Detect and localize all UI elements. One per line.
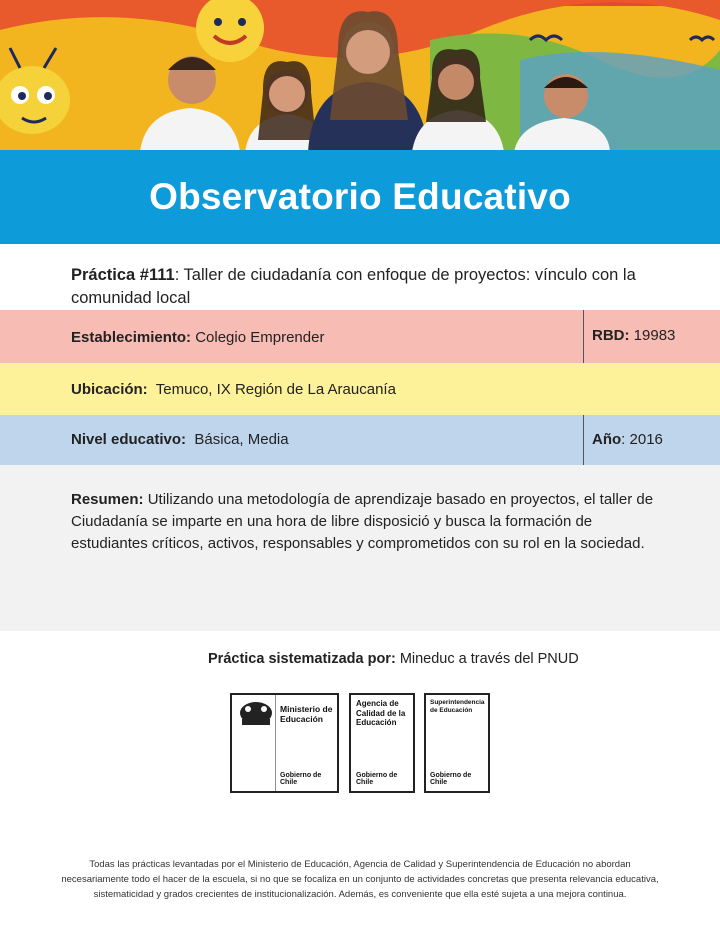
anio-value: : 2016	[621, 431, 663, 448]
ubicacion-row	[0, 363, 720, 415]
practice-title-row	[0, 244, 720, 310]
logo-1-line2: Educación	[280, 714, 323, 724]
ubicacion-label: Ubicación:	[71, 381, 148, 398]
logo-2-line1: Agencia de	[356, 699, 399, 708]
rbd-value: 19983	[633, 327, 676, 344]
establecimiento-value: Colegio Emprender	[195, 329, 325, 346]
agencia-calidad-logo	[349, 693, 415, 793]
nivel-row	[0, 415, 720, 465]
logo-1-line1: Ministerio de	[280, 704, 333, 714]
column-divider	[583, 310, 584, 363]
rbd-label: RBD:	[592, 327, 630, 344]
resumen-text	[71, 489, 671, 555]
establecimiento-label: Establecimiento:	[71, 329, 192, 346]
column-divider	[583, 415, 584, 465]
logo-3-line1: Superintendencia	[430, 699, 485, 706]
nivel-value: Básica, Media	[194, 431, 289, 448]
logo-1-footer: Gobierno de Chile	[280, 772, 322, 786]
resumen-body: Utilizando una metodología de aprendizaje basado en proyectos, el taller de Ciudadanía se imparte en una hora de libre disposició y busca la formación de estudiantes críticos, activos, responsables y comprometidos con su rol en la sociedad.	[71, 491, 654, 552]
logo-2-line2: Calidad de la	[356, 708, 406, 718]
practice-title	[71, 264, 671, 310]
hero-photo	[0, 0, 720, 152]
resumen-section	[0, 465, 720, 631]
practice-number: Práctica #111	[71, 266, 175, 284]
ubicacion-value: Temuco, IX Región de La Araucanía	[155, 381, 396, 398]
logo-2-line3: Educación	[356, 718, 397, 727]
resumen-label: Resumen:	[71, 491, 144, 508]
page-title: Observatorio Educativo	[149, 176, 571, 217]
chile-coat-of-arms-icon	[232, 695, 276, 791]
disclaimer-text: Todas las prácticas levantadas por el Ministerio de Educación, Agencia de Calidad y Superintendencia de Educación no abordan necesariamente todo el hacer de la escuela, si no que se focaliza en un conjunto de actividades concretas que presenta relevancia educativa, sistematicidad y grados crecientes de institucionalización. Además, es conveniente que ella esté sujeta a una mejora continua.	[61, 859, 659, 900]
sistematizada-label: Práctica sistematizada por:	[208, 651, 396, 667]
sistematizada-value: Mineduc a través del PNUD	[399, 651, 579, 667]
establecimiento-row	[0, 310, 720, 363]
mineduc-logo	[230, 693, 339, 793]
title-banner	[0, 150, 720, 244]
anio-label: Año	[592, 431, 622, 448]
practice-name: : Taller de ciudadanía con enfoque de proyectos: vínculo con la comunidad local	[71, 266, 636, 307]
logo-2-footer: Gobierno de Chile	[356, 772, 398, 786]
logo-3-footer: Gobierno de Chile	[430, 772, 472, 786]
sistematizada-line	[208, 651, 579, 667]
logo-3-line2: de Educación	[430, 707, 473, 714]
superintendencia-logo	[424, 693, 490, 793]
nivel-label: Nivel educativo:	[71, 431, 187, 448]
